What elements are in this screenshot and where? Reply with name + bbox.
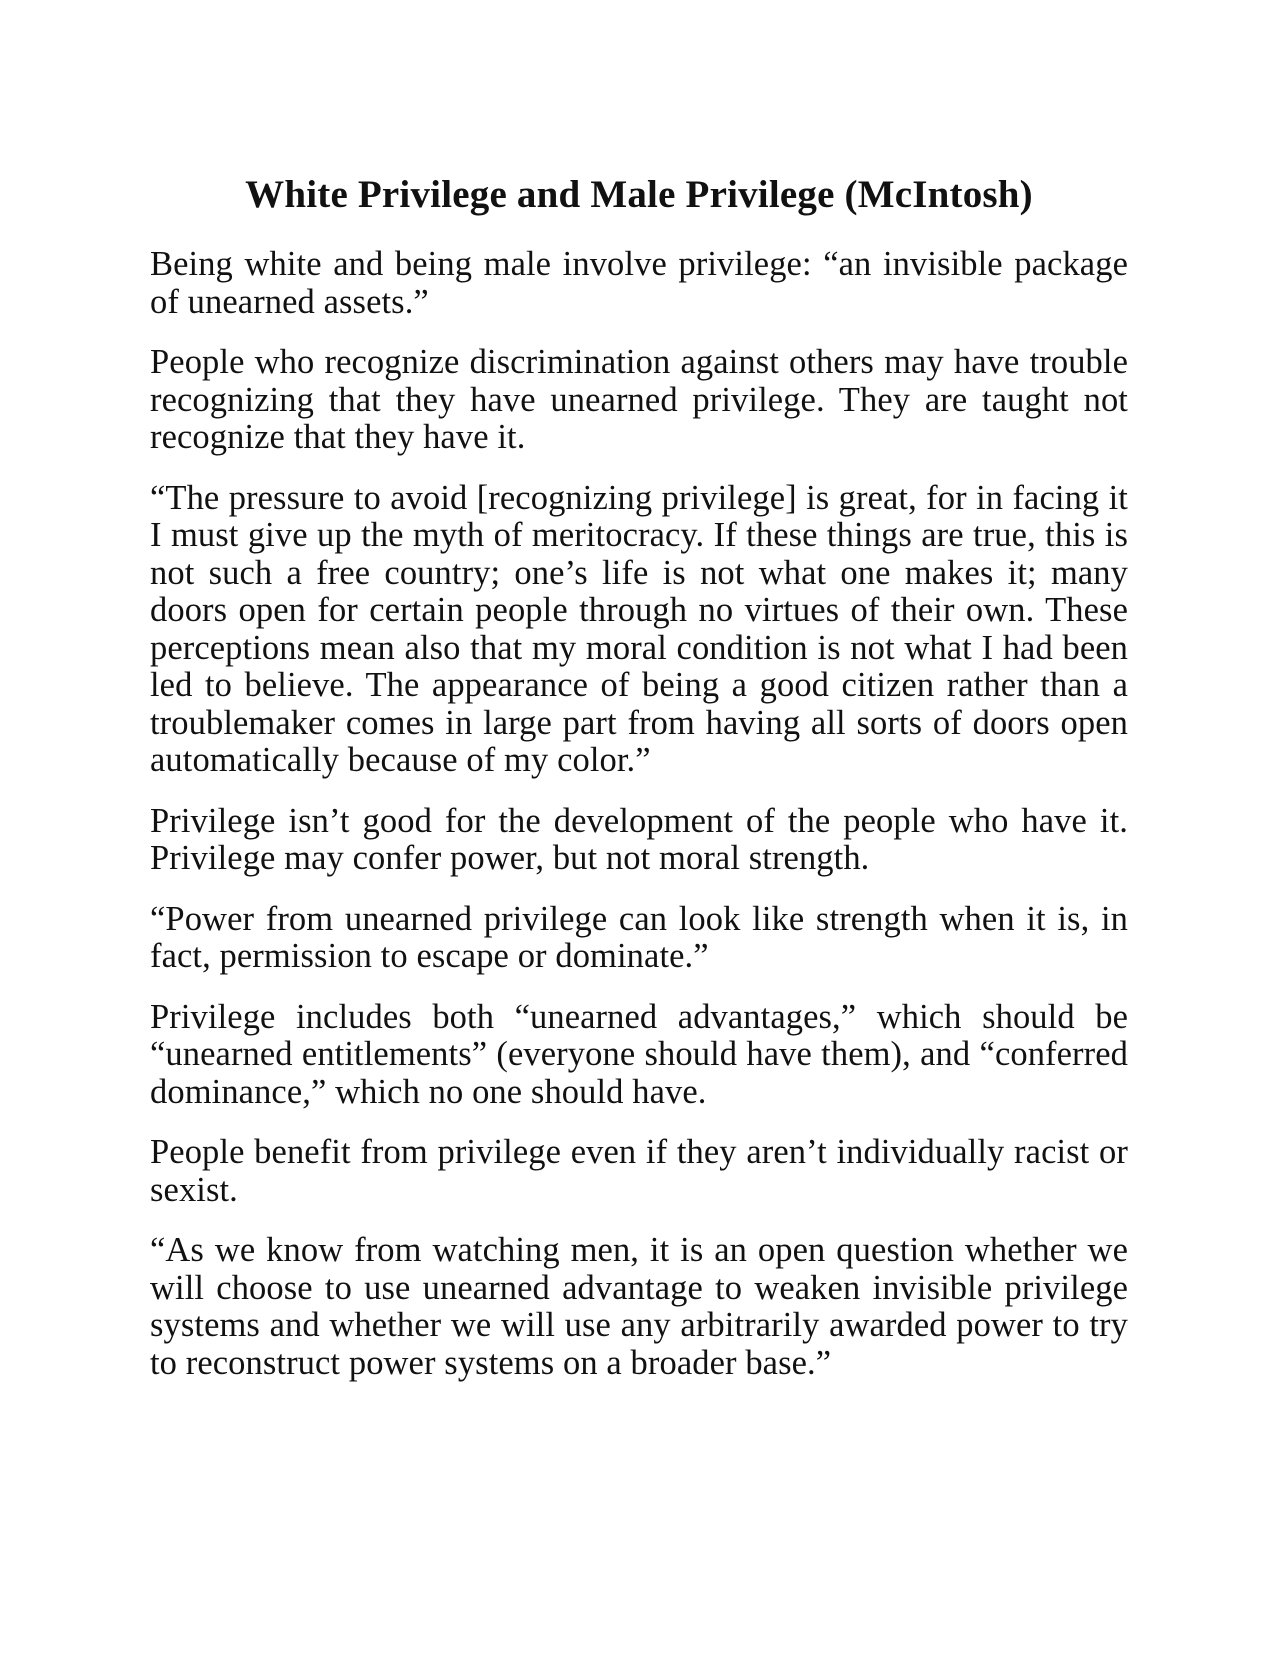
quote-myth-of-meritocracy: “The pressure to avoid [recognizing privilege] is great, for in facing it I must give up the myth of meritocracy. If these things are true, this is not such a free country; one’s life is not what one makes it; many doors open for certain people through no virtues of their own. These perceptions mean also that my moral condition is not what I had been led to believe. The appearance of being a good citizen rather than a troublemaker comes in large part from having all sorts of doors open automatically because of my color.” <box>150 478 1128 779</box>
paragraph-recognizing-privilege: People who recognize discrimination against others may have trouble recognizing that they have unearned privilege. They are taught not recognize that they have it. <box>150 343 1128 456</box>
document-body <box>150 172 1128 1382</box>
paragraph-moral-strength: Privilege isn’t good for the development of the people who have it. Privilege may confer power, but not moral strength. <box>150 801 1128 877</box>
paragraph-unearned-advantages: Privilege includes both “unearned advantages,” which should be “unearned entitlements” (everyone should have them), and “conferred dominance,” which no one should have. <box>150 997 1128 1111</box>
quote-watching-men: “As we know from watching men, it is an open question whether we will choose to use unearned advantage to weaken invisible privilege systems and whether we will use any arbitrarily awarded power to try to reconstruct power systems on a broader base.” <box>150 1231 1128 1382</box>
paragraph-benefit-from-privilege: People benefit from privilege even if they aren’t individually racist or sexist. <box>150 1133 1128 1209</box>
quote-power-from-privilege: “Power from unearned privilege can look like strength when it is, in fact, permission to escape or dominate.” <box>150 899 1128 975</box>
document-title: White Privilege and Male Privilege (McIntosh) <box>245 173 1033 216</box>
paragraph-invisible-package: Being white and being male involve privilege: “an invisible package of unearned assets.” <box>150 245 1128 321</box>
